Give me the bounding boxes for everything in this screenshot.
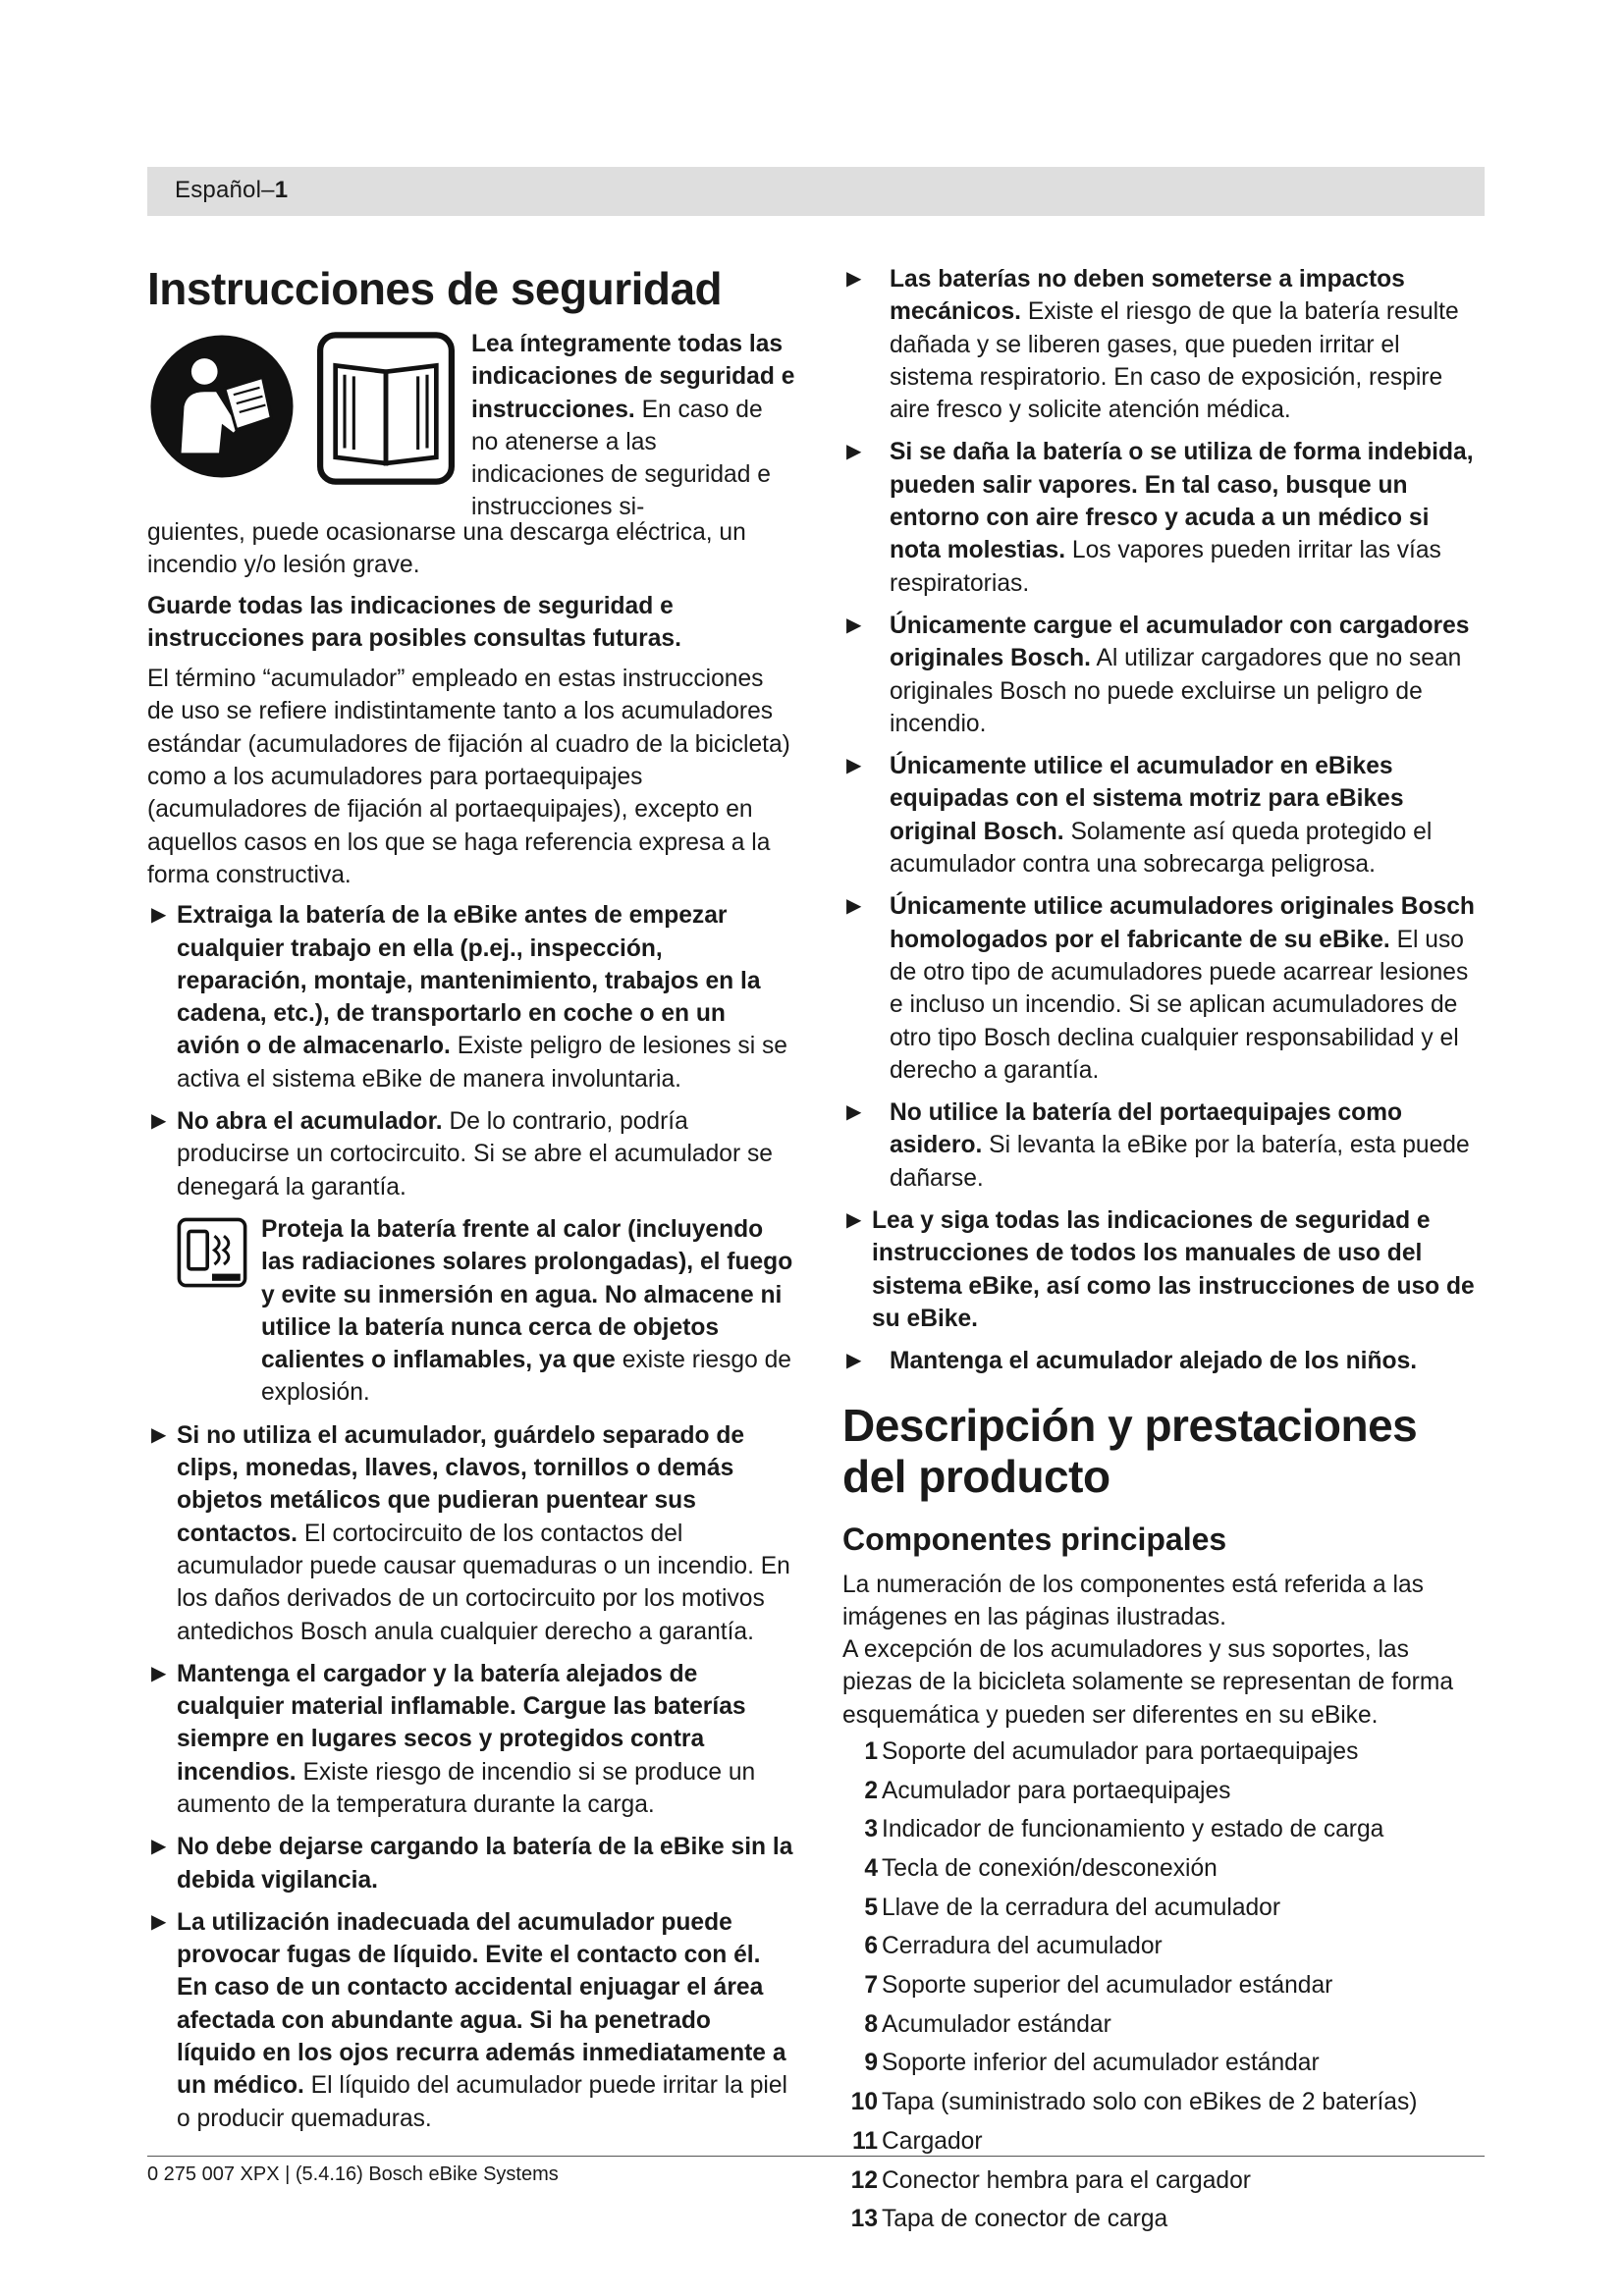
component-label: Soporte del acumulador para portaequipajes — [882, 1737, 1359, 1765]
safety-item-text: Al utilizar cargadores que no sean originales Bosch no puede excluirse un peligro de incendio. — [890, 645, 1462, 737]
intro-block — [147, 331, 795, 521]
safety-item-bold: Mantenga el acumulador alejado de los niños. — [890, 1348, 1418, 1375]
safety-item-unattended-charging — [147, 1831, 795, 1896]
component-label: Conector hembra para el cargador — [882, 2166, 1251, 2194]
component-number: 9 — [864, 2050, 878, 2077]
safety-item-bold: Mantenga el cargador y la batería alejados de cualquier material inflamable. Cargue las baterías siempre en lugares secos y protegidos contra incendios. — [177, 1660, 746, 1786]
bullet-icon: ▶ — [846, 1209, 862, 1232]
component-label: Tapa de conector de carga — [882, 2206, 1168, 2233]
component-label: Soporte superior del acumulador estándar — [882, 1972, 1333, 2000]
safety-item-bold: Si no utiliza el acumulador, guárdelo separado de clips, monedas, llaves, clavos, tornillos o demás objetos metálicos que pudieran puentear sus contactos. — [177, 1421, 745, 1547]
safety-item-flammable — [147, 1658, 795, 1821]
numbering-note: La numeración de los componentes está referida a las imágenes en las páginas ilustradas. — [842, 1571, 1424, 1630]
safety-item-bold: La utilización inadecuada del acumulador puede provocar fugas de líquido. Evite el contacto con él. En caso de un contacto accidental enjuagar el área afectada con abundante agua. Si ha penetrado líquido en los ojos recurra además inmediatamente a un médico. — [177, 1908, 786, 2100]
person-reading-icon — [149, 334, 295, 479]
component-number: 7 — [864, 1972, 878, 2000]
component-number: 8 — [864, 2010, 878, 2038]
safety-item-text: Solamente así queda protegido el acumulador contra una sobrecarga peligrosa. — [890, 818, 1433, 879]
safety-item-text: Los vapores pueden irritar las vías respiratorias. — [890, 537, 1441, 597]
heat-warning-bold: Proteja la batería frente al calor (incluyendo las radiaciones solares prolongadas), el fuego y evite su inmersión en agua. No almacene ni utilice la batería nunca cerca de objetos calientes o inflamables, ya que — [261, 1215, 793, 1374]
safety-item-mechanical-impact — [842, 263, 1485, 426]
component-label: Indicador de funcionamiento y estado de carga — [882, 1816, 1384, 1843]
left-column — [147, 263, 795, 2145]
component-item — [842, 2164, 1485, 2197]
component-number: 2 — [864, 1777, 878, 1804]
safety-item-original-chargers — [842, 610, 1485, 740]
safety-item-text: El uso de otro tipo de acumuladores puede acarrear lesiones e incluso un incendio. Si se aplican acumuladores de otro tipo Bosch declina cualquier responsabilidad y el derecho a garantía. — [890, 926, 1469, 1084]
header-label — [175, 177, 288, 204]
footer-text: 0 275 007 XPX | (5.4.16) Bosch eBike Systems — [147, 2163, 559, 2185]
safety-item-do-not-open — [147, 1105, 795, 1203]
component-item — [842, 1775, 1485, 1807]
open-book-icon — [317, 332, 455, 485]
intro-text-part1: En caso de no atenerse a las indicaciones de seguridad e instrucciones si- — [471, 396, 771, 521]
bullet-icon: ▶ — [151, 1910, 167, 1933]
bullet-icon: ▶ — [846, 614, 862, 636]
safety-item-text: Si levanta la eBike por la batería, esta puede dañarse. — [890, 1132, 1470, 1192]
intro-text — [471, 328, 795, 524]
component-label: Cerradura del acumulador — [882, 1933, 1163, 1960]
intro-continuation: guientes, puede ocasionarse una descarga eléctrica, un incendio y/o lesión grave. — [147, 519, 746, 579]
heat-warning-text: existe riesgo de explosión. — [261, 1347, 791, 1407]
safety-item-remove-battery — [147, 899, 795, 1095]
component-item — [842, 2203, 1485, 2235]
bullet-icon: ▶ — [846, 895, 862, 918]
component-label: Tecla de conexión/desconexión — [882, 1855, 1218, 1883]
bullet-icon: ▶ — [151, 904, 167, 927]
component-item — [842, 1735, 1485, 1768]
component-number: 5 — [864, 1894, 878, 1921]
section-title-safety: Instrucciones de seguridad — [147, 263, 723, 314]
bullet-icon: ▶ — [846, 268, 862, 290]
component-label: Llave de la cerradura del acumulador — [882, 1894, 1281, 1921]
heat-protection-icon — [177, 1217, 247, 1288]
bullet-icon: ▶ — [846, 755, 862, 777]
safety-item-bold: Únicamente utilice acumuladores originales Bosch homologados por el fabricante de su eBike. — [890, 893, 1475, 953]
component-number: 1 — [864, 1737, 878, 1765]
component-item — [842, 2008, 1485, 2041]
component-label: Acumulador para portaequipajes — [882, 1777, 1231, 1804]
page-number: 1 — [274, 177, 289, 203]
safety-item-store-separately — [147, 1419, 795, 1648]
safety-item-bold: No abra el acumulador. — [177, 1108, 443, 1136]
safety-item-text: Existe el riesgo de que la batería resulte dañada y se liberen gases, que pueden irritar el sistema respiratorio. En caso de exposición, respire aire fresco y solicite atención médica. — [890, 298, 1459, 424]
right-column — [842, 263, 1485, 2242]
safety-item-bold: Únicamente utilice el acumulador en eBikes equipadas con el sistema motriz para eBikes original Bosch. — [890, 753, 1404, 845]
component-item — [842, 2125, 1485, 2158]
component-label: Tapa (suministrado solo con eBikes de 2 baterías) — [882, 2089, 1418, 2116]
safety-item-bold: Las baterías no deben someterse a impactos mecánicos. — [890, 266, 1405, 326]
component-item — [842, 2086, 1485, 2118]
component-label: Soporte inferior del acumulador estándar — [882, 2050, 1320, 2077]
safety-item-bold: Si se daña la batería o se utiliza de forma indebida, pueden salir vapores. En tal caso, busque un entorno con aire fresco y acuda a un médico si nota molestias. — [890, 439, 1474, 564]
component-item — [842, 1930, 1485, 1962]
safety-item-heat — [147, 1213, 795, 1410]
bullet-icon: ▶ — [151, 1423, 167, 1446]
component-number: 10 — [850, 2089, 878, 2116]
safety-item-liquid-leak — [147, 1906, 795, 2135]
safety-item-children — [842, 1345, 1485, 1377]
component-number: 13 — [850, 2206, 878, 2233]
safety-item-read-manuals — [842, 1204, 1485, 1335]
footer-divider — [147, 2156, 1485, 2157]
safety-item-text: Existe riesgo de incendio si se produce un aumento de la temperatura durante la carga. — [177, 1758, 756, 1818]
safety-item-text: De lo contrario, podría producirse un cortocircuito. Si se abre el acumulador se denegará la garantía. — [177, 1108, 773, 1201]
component-item — [842, 1892, 1485, 1924]
component-number: 3 — [864, 1816, 878, 1843]
safety-item-bold: Lea y siga todas las indicaciones de seguridad e instrucciones de todos los manuales de uso del sistema eBike, así como las instrucciones de uso de su eBike. — [872, 1207, 1475, 1332]
component-item — [842, 1852, 1485, 1885]
component-number: 11 — [852, 2127, 878, 2155]
safety-item-bold: No utilice la batería del portaequipajes como asidero. — [890, 1099, 1403, 1159]
bullet-icon: ▶ — [846, 1101, 862, 1124]
bullet-icon: ▶ — [151, 1662, 167, 1684]
component-item — [842, 1813, 1485, 1845]
safety-item-text: Existe peligro de lesiones si se activa el sistema eBike de manera involuntaria. — [177, 1033, 787, 1093]
safety-item-text: El líquido del acumulador puede irritar la piel o producir quemaduras. — [177, 2072, 787, 2132]
bullet-icon: ▶ — [151, 1110, 167, 1133]
safety-item-bold: Extraiga la batería de la eBike antes de empezar cualquier trabajo en ella (p.ej., inspección, reparación, montaje, mantenimiento, trabajos en la cadena, etc.), de transportarlo en coche o en un avión o de almacenarlo. — [177, 902, 761, 1060]
component-label: Acumulador estándar — [882, 2010, 1111, 2038]
term-definition: El término “acumulador” empleado en estas instrucciones de uso se refiere indistintamente tanto a los acumuladores estándar (acumuladores de fijación al cuadro de la bicicleta) como a los acumuladores para portaequipajes (acumuladores de fijación al portaequipajes), excepto en aquellos casos en los que se haga referencia expresa a la forma constructiva. — [147, 666, 790, 888]
exception-note: A excepción de los acumuladores y sus soportes, las piezas de la bicicleta solamente se representan de forma esquemática y pueden ser diferentes en su eBike. — [842, 1636, 1454, 1729]
component-number: 12 — [850, 2166, 878, 2194]
page-header — [147, 167, 1485, 216]
keep-instructions-note: Guarde todas las indicaciones de seguridad e instrucciones para posibles consultas futuras. — [147, 592, 681, 652]
safety-item-text: El cortocircuito de los contactos del acumulador puede causar quemaduras o un incendio. En los daños derivados de un cortocircuito por los motivos antedichos Bosch anula cualquier derecho a garantía. — [177, 1520, 790, 1645]
header-separator: – — [261, 177, 275, 203]
safety-item-bold: Únicamente cargue el acumulador con cargadores originales Bosch. — [890, 612, 1470, 672]
component-item — [842, 1969, 1485, 2002]
bullet-icon: ▶ — [846, 1350, 862, 1372]
safety-item-original-drive — [842, 750, 1485, 881]
safety-item-vapors — [842, 436, 1485, 599]
safety-item-not-handle — [842, 1096, 1485, 1195]
component-label: Cargador — [882, 2127, 983, 2155]
bullet-icon: ▶ — [151, 1836, 167, 1858]
component-number: 4 — [864, 1855, 878, 1883]
header-language: Español — [175, 177, 262, 203]
component-number: 6 — [864, 1933, 878, 1960]
safety-item-original-batteries — [842, 890, 1485, 1087]
safety-item-bold: No debe dejarse cargando la batería de la eBike sin la debida vigilancia. — [177, 1834, 793, 1894]
components-list — [842, 1735, 1485, 2236]
intro-bold: Lea íntegramente todas las indicaciones de seguridad e instrucciones. — [471, 331, 795, 423]
component-item — [842, 2047, 1485, 2079]
subsection-title-components: Componentes principales — [842, 1521, 1227, 1557]
section-title-description: Descripción y prestaciones del producto — [842, 1399, 1418, 1502]
bullet-icon: ▶ — [846, 441, 862, 463]
